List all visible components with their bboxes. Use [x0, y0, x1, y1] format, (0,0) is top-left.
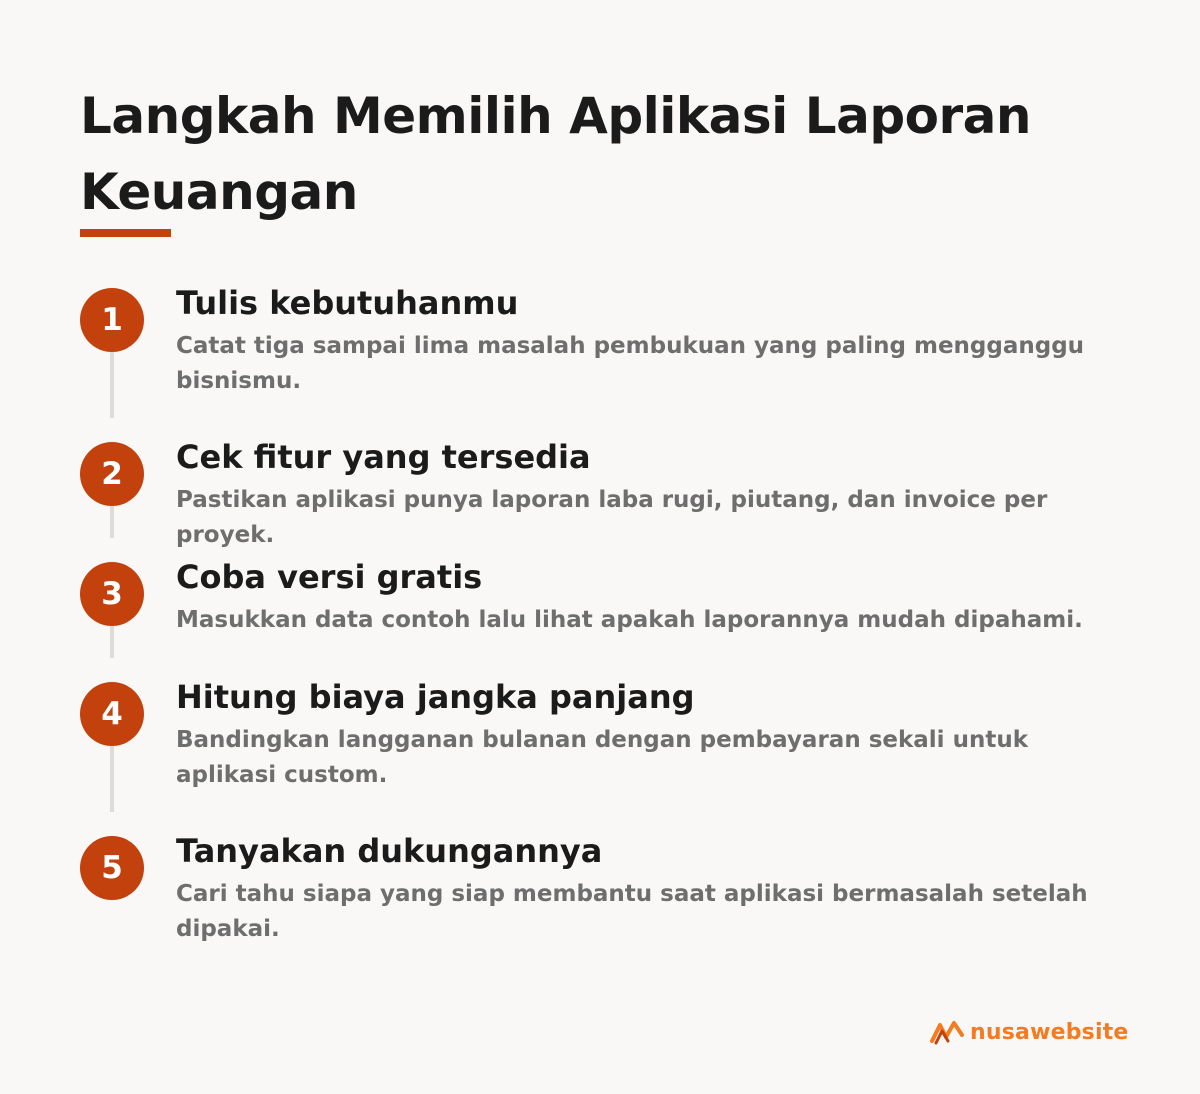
step-description: Pastikan aplikasi punya laporan laba rugi, piutang, dan invoice per proyek. [176, 487, 1048, 548]
step-description: Masukkan data contoh lalu lihat apakah laporannya mudah dipahami. [176, 607, 1083, 633]
step-number-badge: 4 [80, 682, 144, 746]
step-connector-line [110, 746, 114, 812]
step-number-badge: 2 [80, 442, 144, 506]
step-connector-line [110, 626, 114, 658]
step-title: Coba versi gratis [176, 558, 483, 596]
step-title: Cek fitur yang tersedia [176, 438, 591, 476]
step-number-badge: 5 [80, 836, 144, 900]
nusawebsite-logo-icon [930, 1019, 964, 1045]
step-description: Catat tiga sampai lima masalah pembukuan yang paling mengganggu bisnismu. [176, 333, 1085, 394]
step-title: Tulis kebutuhanmu [176, 284, 519, 322]
step-title: Hitung biaya jangka panjang [176, 678, 695, 716]
brand-name: nusawebsite [970, 1019, 1129, 1045]
brand-logo [930, 1014, 1130, 1050]
step-connector-line [110, 352, 114, 418]
step-title: Tanyakan dukungannya [176, 832, 603, 870]
step-connector-line [110, 506, 114, 538]
title-underline [80, 229, 171, 237]
step-description: Cari tahu siapa yang siap membantu saat aplikasi bermasalah setelah dipakai. [176, 881, 1088, 942]
page-title: Langkah Memilih Aplikasi Laporan Keuangan [80, 87, 1031, 221]
step-number-badge: 1 [80, 288, 144, 352]
step-description: Bandingkan langganan bulanan dengan pembayaran sekali untuk aplikasi custom. [176, 727, 1028, 788]
step-number-badge: 3 [80, 562, 144, 626]
